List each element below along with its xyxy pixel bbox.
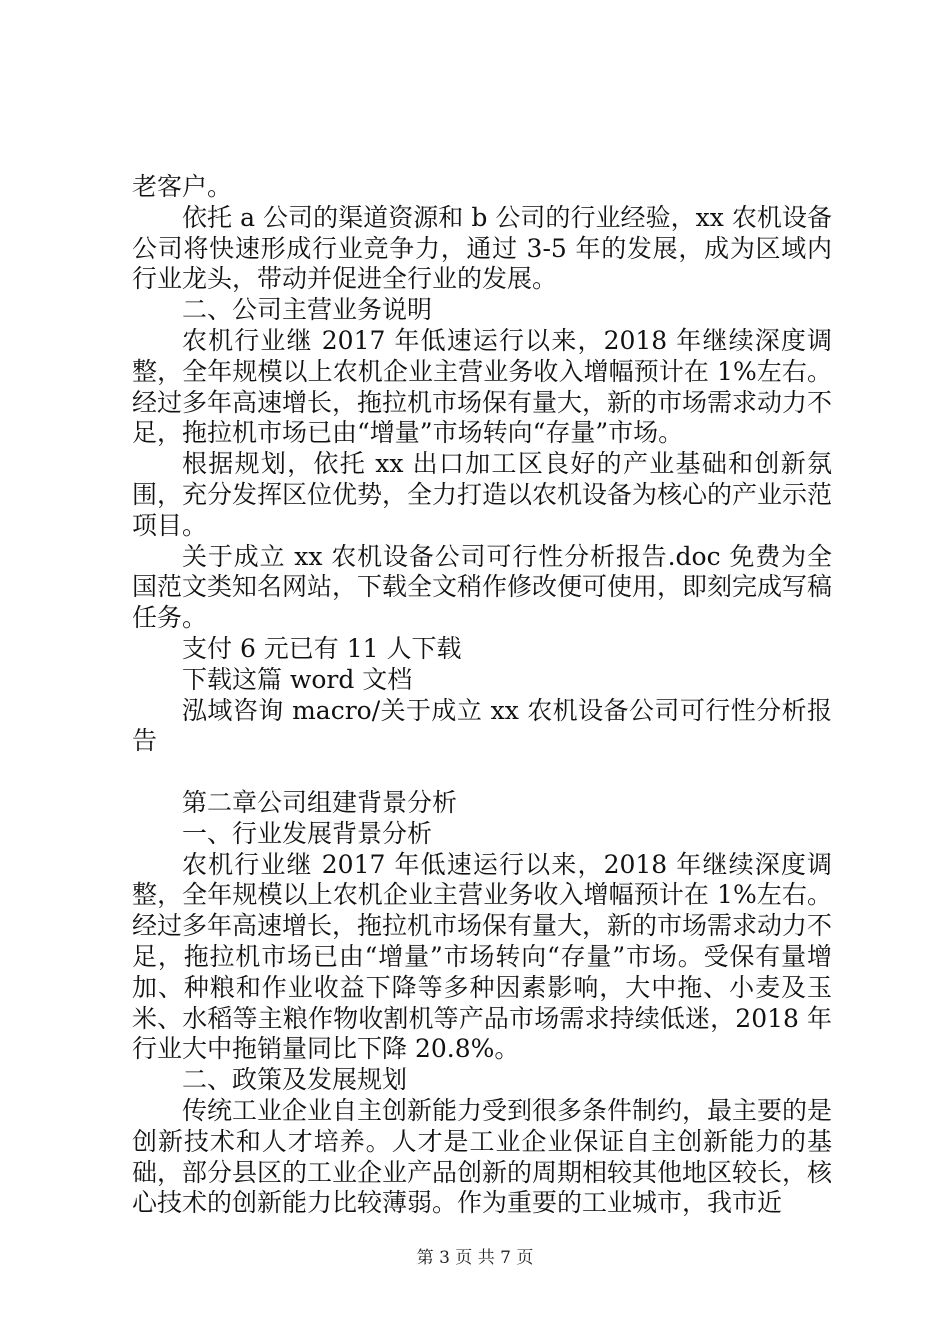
paragraph: 传统工业企业自主创新能力受到很多条件制约，最主要的是创新技术和人才培养。人才是工业企业保证自主创新能力的基础，部分县区的工业企业产品创新的周期相较其他地区较长，核心技术的创新能力比较薄弱。作为重要的工业城市，我市近 [132,1095,833,1218]
paragraph: 农机行业继 2017 年低速运行以来，2018 年继续深度调整，全年规模以上农机企业主营业务收入增幅预计在 1%左右。经过多年高速增长，拖拉机市场保有量大，新的市场需求动力不足，拖拉机市场已由“增量”市场转向“存量”市场。 [132,325,833,448]
paragraph: 根据规划，依托 xx 出口加工区良好的产业基础和创新氛围，充分发挥区位优势，全力打造以农机设备为核心的产业示范项目。 [132,449,833,540]
paragraph: 关于成立 xx 农机设备公司可行性分析报告.doc 免费为全国范文类知名网站，下载全文稍作修改便可使用，即刻完成写稿任务。 [132,541,833,633]
section-heading: 二、政策及发展规划 [182,1065,408,1095]
download-count-text: 支付 6 元已有 11 人下载 [182,633,462,663]
source-line: 泓域咨询 macro/关于成立 xx 农机设备公司可行性分析报告 [132,695,832,756]
document-body [132,172,832,1219]
paragraph: 农机行业继 2017 年低速运行以来，2018 年继续深度调整，全年规模以上农机企业主营业务收入增幅预计在 1%左右。经过多年高速增长，拖拉机市场保有量大，新的市场需求动力不足，拖拉机市场已由“增量”市场转向“存量”市场。受保有量增加、种粮和作业收益下降等多种因素影响，大中拖、小麦及玉米、水稻等主粮作物收割机等产品市场需求持续低迷，2018 年行业大中拖销量同比下降 20.8%。 [132,849,833,1064]
paragraph: 老客户。 [132,172,233,201]
download-word-text: 下载这篇 word 文档 [182,664,413,694]
section-heading: 二、公司主营业务说明 [182,295,433,325]
page-number-footer: 第 3 页 共 7 页 [416,1248,534,1268]
chapter-heading: 第二章公司组建背景分析 [182,787,458,817]
blank-line [132,757,832,788]
section-heading: 一、行业发展背景分析 [182,818,433,848]
paragraph: 依托 a 公司的渠道资源和 b 公司的行业经验，xx 农机设备公司将快速形成行业竞争力，通过 3-5 年的发展，成为区域内行业龙头，带动并促进全行业的发展。 [132,202,832,294]
